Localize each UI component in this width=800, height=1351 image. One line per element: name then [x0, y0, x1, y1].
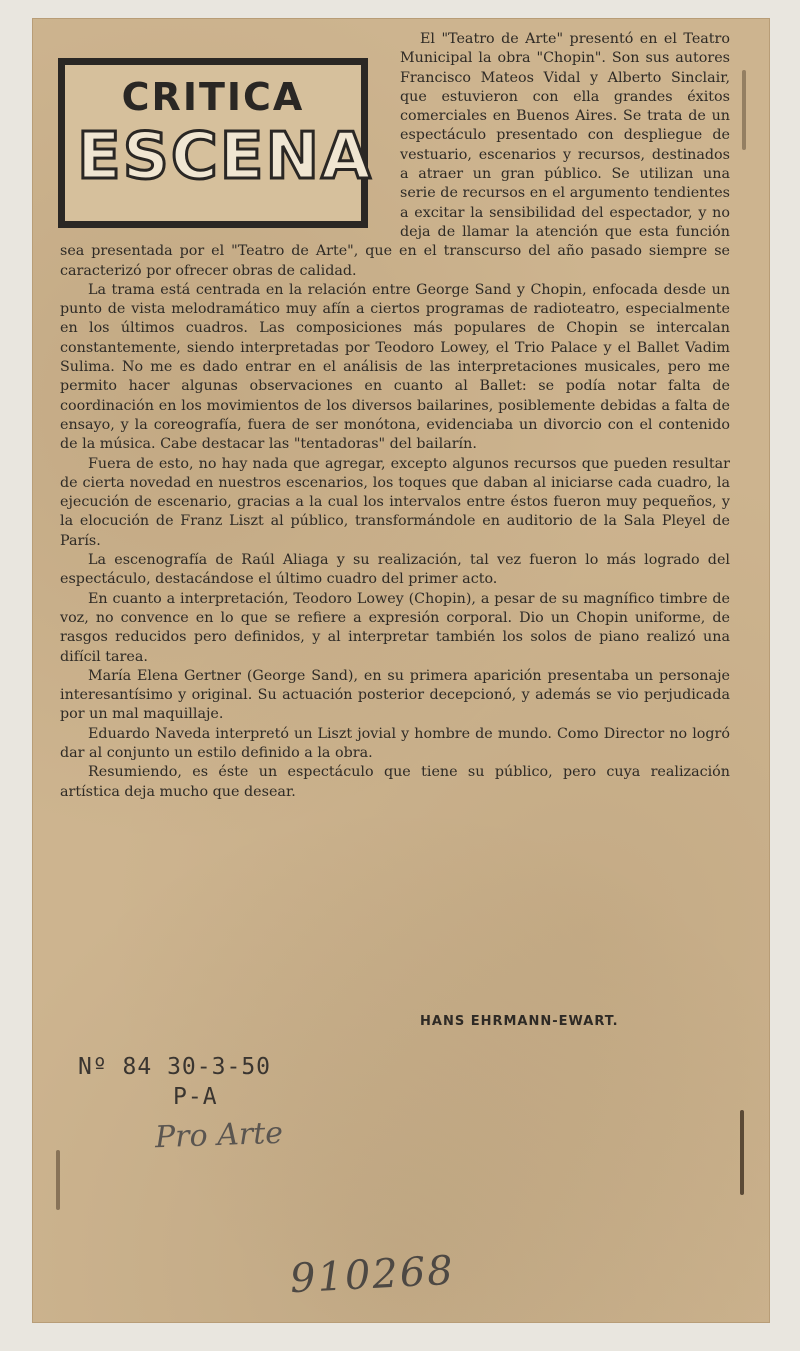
article-paragraph: Fuera de esto, no hay nada que agregar, excepto algunos recursos que pueden resultar de cierta novedad en nuestros escenarios, los toques que daban al iniciarse cada cuadro, la ejecución de escenario, gracias a la cual los intervalos entre éstos fueron muy pequeños, y la elocución de Franz Liszt al público, transformándole en auditorio de la Sala Pleyel de París. [60, 455, 730, 549]
article-paragraph: El "Teatro de Arte" presentó en el Teatro Municipal la obra "Chopin". Son sus autores Francisco Mateos Vidal y Alberto Sinclair, que estuvieron con ella grandes éxitos comerciales en Buenos Aires. Se trata de un espectáculo presentado con despliegue de vestuario, escenarios y recursos, destinados a atraer un gran público. Se utilizan una serie de recursos en el argumento tendientes a excitar la sensibilidad del espectador, y no deja de llamar la atención que esta función sea presentada por el "Teatro de Arte", que en el transcurso del año pasado siempre se caracterizó por ofrecer obras de calidad. [60, 31, 730, 279]
article-paragraph: Eduardo Naveda interpretó un Liszt jovial y hombre de mundo. Como Director no logró dar al conjunto un estilo definido a la obra. [60, 725, 730, 761]
staple-mark-bottom [740, 1110, 744, 1195]
stamp-line-number-date: Nº 84 30-3-50 [78, 1054, 272, 1080]
staple-mark-left [56, 1150, 60, 1210]
article-paragraph: Resumiendo, es éste un espectáculo que tiene su público, pero cuya realización artística deja mucho que desear. [60, 764, 730, 800]
article-paragraph: María Elena Gertner (George Sand), en su primera aparición presentaba un personaje interesantísimo y original. Su actuación posterior decepcionó, y además se vio perjudicada por un mal maquillaje. [60, 667, 730, 723]
logo-title-top: CRITICA [121, 75, 305, 119]
handwritten-archive-number: 910268 [288, 1247, 456, 1303]
archive-stamp [78, 1052, 271, 1112]
staple-mark-top [742, 70, 746, 150]
stamp-line-code: P-A [173, 1084, 218, 1110]
handwritten-note: Pro Arte [154, 1115, 284, 1156]
column-logo [58, 58, 373, 228]
article-paragraph: En cuanto a interpretación, Teodoro Lowey (Chopin), a pesar de su magnífico timbre de voz, no convence en lo que se refiere a expresión corporal. Dio un Chopin uniforme, de rasgos reducidos pero definidos, y al interpretar también los solos de piano realizó una difícil tarea. [60, 590, 730, 665]
author-signature: HANS EHRMANN-EWART. [420, 1014, 619, 1029]
article-paragraph: La escenografía de Raúl Aliaga y su realización, tal vez fueron lo más logrado del espectáculo, destacándose el último cuadro del primer acto. [60, 552, 730, 588]
logo-title-bottom: ESCENA [77, 120, 373, 194]
article-paragraph: La trama está centrada en la relación entre George Sand y Chopin, enfocada desde un punto de vista melodramático muy afín a ciertos programas de radioteatro, especialmente en los últimos cuadros. Las composiciones más populares de Chopin se intercalan constantemente, siendo interpretadas por Teodoro Lowey, el Trio Palace y el Ballet Vadim Sulima. No me es dado entrar en el análisis de las interpretaciones musicales, pero me permito hacer algunas observaciones en cuanto al Ballet: se podía notar falta de coordinación en los movimientos de los diversos bailarines, posiblemente debidas a falta de ensayo, y la coreografía, fuera de ser monótona, evidenciaba un divorcio con el contenido de la música. Cabe destacar las "tentadoras" del bailarín. [60, 281, 730, 453]
